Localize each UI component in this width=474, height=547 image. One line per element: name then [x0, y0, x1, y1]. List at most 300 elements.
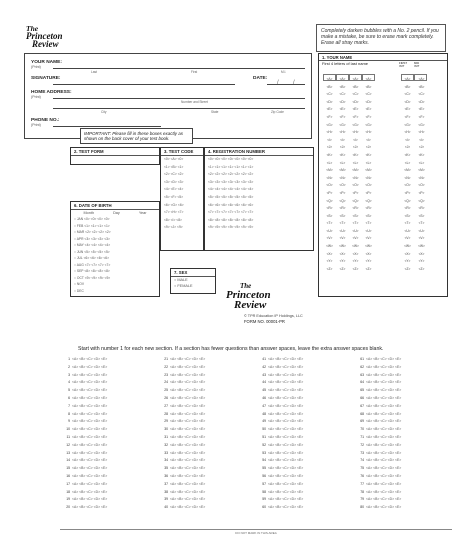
letter-bubble[interactable]: <D>	[365, 99, 372, 104]
letter-bubble[interactable]: <I>	[405, 137, 410, 142]
letter-bubble[interactable]: <N>	[352, 175, 359, 180]
answer-choices[interactable]: <A> <B> <C> <D> <E>	[170, 357, 206, 361]
letter-bubble[interactable]: <Q>	[352, 198, 359, 203]
letter-bubble[interactable]: <J>	[339, 145, 346, 150]
letter-bubble[interactable]: <K>	[326, 152, 333, 157]
answer-row[interactable]	[60, 387, 152, 395]
letter-bubble[interactable]: <A>	[365, 77, 372, 81]
answer-grid[interactable]	[60, 356, 452, 514]
letter-bubble[interactable]: <X>	[418, 251, 425, 256]
answer-choices[interactable]: <A> <B> <C> <D> <E>	[366, 442, 402, 447]
letter-bubble[interactable]: <Y>	[352, 259, 359, 264]
answer-row[interactable]	[60, 418, 152, 426]
letter-bubble[interactable]: <N>	[339, 175, 346, 180]
letter-bubble[interactable]: <P>	[352, 190, 359, 195]
answer-row[interactable]	[354, 356, 446, 364]
letter-bubble[interactable]: <Q>	[418, 198, 425, 203]
letter-bubble[interactable]: <M>	[339, 168, 346, 173]
letter-bubble[interactable]: <B>	[365, 84, 372, 89]
answer-choices[interactable]: <A> <B> <C> <D> <E>	[72, 434, 108, 439]
letter-bubble[interactable]: <M>	[365, 168, 372, 173]
letter-bubble[interactable]: <Q>	[339, 198, 346, 203]
answer-row[interactable]	[158, 450, 250, 458]
letter-bubble[interactable]: <Q>	[365, 198, 372, 203]
registration-bubbles[interactable]	[205, 156, 313, 232]
letter-bubble[interactable]: <I>	[327, 137, 332, 142]
answer-choices[interactable]: <A> <B> <C> <D> <E>	[72, 380, 108, 385]
answer-row[interactable]	[256, 504, 348, 512]
answer-column[interactable]	[60, 356, 152, 512]
letter-bubble[interactable]: <X>	[404, 251, 411, 256]
answer-row[interactable]	[158, 489, 250, 497]
answer-choices[interactable]: <A> <B> <C> <D> <E>	[170, 458, 206, 463]
answer-row[interactable]	[158, 379, 250, 387]
letter-bubble[interactable]: <L>	[352, 160, 359, 165]
answer-choices[interactable]: <A> <B> <C> <D> <E>	[170, 403, 206, 408]
answer-choices[interactable]: <A> <B> <C> <D> <E>	[72, 403, 108, 408]
letter-bubble[interactable]: <O>	[404, 183, 411, 188]
answer-choices[interactable]: <A> <B> <C> <D> <E>	[268, 466, 304, 471]
answer-row[interactable]	[354, 496, 446, 504]
answer-choices[interactable]: <A> <B> <C> <D> <E>	[170, 411, 206, 416]
letter-bubble[interactable]: <S>	[365, 213, 372, 218]
answer-row[interactable]	[158, 465, 250, 473]
letter-bubble[interactable]: <J>	[365, 145, 372, 150]
answer-choices[interactable]: <A> <B> <C> <D> <E>	[366, 497, 402, 502]
answer-row[interactable]	[60, 426, 152, 434]
letter-bubble[interactable]: <S>	[326, 213, 333, 218]
answer-row[interactable]	[354, 372, 446, 380]
dob-row[interactable]: ○ JAN <0> <0> <0> <0>	[74, 217, 110, 221]
answer-choices[interactable]: <A> <B> <C> <D> <E>	[268, 403, 304, 408]
answer-row[interactable]	[60, 504, 152, 512]
letter-bubble[interactable]: <L>	[326, 160, 333, 165]
answer-column[interactable]	[158, 356, 250, 512]
letter-bubble[interactable]: <O>	[418, 183, 425, 188]
letter-bubble[interactable]: <H>	[339, 130, 346, 135]
letter-bubble[interactable]: <P>	[339, 190, 346, 195]
answer-choices[interactable]: <A> <B> <C> <D> <E>	[72, 395, 108, 400]
letter-bubble[interactable]: <P>	[326, 190, 333, 195]
answer-row[interactable]	[354, 450, 446, 458]
answer-row[interactable]	[256, 403, 348, 411]
answer-row[interactable]	[354, 465, 446, 473]
letter-bubble[interactable]: <Q>	[326, 198, 333, 203]
letter-bubble[interactable]: <X>	[352, 251, 359, 256]
answer-choices[interactable]: <A> <B> <C> <D> <E>	[72, 489, 108, 494]
answer-row[interactable]	[354, 411, 446, 419]
answer-row[interactable]	[256, 473, 348, 481]
letter-bubble[interactable]: <H>	[352, 130, 359, 135]
dob-row[interactable]: ○ OCT <9> <9> <9> <9>	[74, 275, 111, 280]
answer-choices[interactable]: <A> <B> <C> <D> <E>	[72, 427, 108, 432]
answer-choices[interactable]: <A> <B> <C> <D> <E>	[366, 450, 402, 455]
letter-bubble[interactable]: <G>	[339, 122, 346, 127]
registration-row[interactable]: <2> <2> <2> <2> <2> <2> <2>	[208, 172, 254, 177]
answer-row[interactable]	[158, 504, 250, 512]
letter-bubble[interactable]: <Z>	[365, 266, 372, 271]
answer-row[interactable]	[256, 496, 348, 504]
letter-bubble[interactable]: <D>	[404, 99, 411, 104]
letter-bubble[interactable]: <S>	[404, 213, 411, 218]
answer-row[interactable]	[158, 395, 250, 403]
letter-bubble[interactable]: <F>	[339, 114, 346, 119]
answer-choices[interactable]: <A> <B> <C> <D> <E>	[366, 372, 402, 377]
letter-bubble[interactable]: <A>	[352, 77, 359, 81]
answer-choices[interactable]: <A> <B> <C> <D> <E>	[366, 380, 402, 385]
answer-row[interactable]	[158, 372, 250, 380]
test-code-row[interactable]: <9> <J> <9>	[164, 225, 183, 230]
letter-bubble[interactable]: <W>	[404, 244, 411, 249]
letter-bubble[interactable]: <C>	[418, 92, 425, 97]
answer-row[interactable]	[60, 379, 152, 387]
letter-bubble[interactable]: <B>	[352, 84, 359, 89]
answer-row[interactable]	[60, 364, 152, 372]
answer-row[interactable]	[354, 426, 446, 434]
answer-choices[interactable]: <A> <B> <C> <D> <E>	[366, 427, 402, 432]
answer-row[interactable]	[60, 496, 152, 504]
signature-field[interactable]	[31, 76, 305, 88]
letter-bubble[interactable]: <U>	[404, 228, 411, 233]
letter-bubble[interactable]: <K>	[339, 152, 346, 157]
registration-row[interactable]: <0> <0> <0> <0> <0> <0> <0>	[208, 157, 254, 161]
letter-bubble[interactable]: <A>	[418, 77, 425, 81]
answer-choices[interactable]: <A> <B> <C> <D> <E>	[72, 450, 108, 455]
letter-bubble[interactable]: <I>	[419, 137, 424, 142]
test-code-row[interactable]: <3> <D> <3>	[164, 179, 184, 184]
answer-choices[interactable]: <A> <B> <C> <D> <E>	[170, 372, 206, 377]
answer-row[interactable]	[354, 387, 446, 395]
letter-bubble[interactable]: <K>	[365, 152, 372, 157]
letter-bubble[interactable]: <L>	[404, 160, 411, 165]
letter-bubble[interactable]: <X>	[326, 251, 333, 256]
name-letter-column[interactable]	[323, 76, 336, 273]
answer-choices[interactable]: <A> <B> <C> <D> <E>	[366, 419, 402, 424]
answer-row[interactable]	[256, 356, 348, 364]
letter-bubble[interactable]: <C>	[339, 92, 346, 97]
letter-bubble[interactable]: <G>	[352, 122, 359, 127]
letter-bubble[interactable]: <Y>	[326, 259, 333, 264]
letter-bubble[interactable]: <U>	[339, 228, 346, 233]
letter-bubble[interactable]: <P>	[418, 190, 425, 195]
letter-bubble[interactable]: <H>	[365, 130, 372, 135]
letter-bubble[interactable]: <B>	[326, 84, 333, 89]
answer-row[interactable]	[60, 356, 152, 364]
answer-row[interactable]	[256, 450, 348, 458]
answer-row[interactable]	[60, 372, 152, 380]
letter-bubble[interactable]: <O>	[352, 183, 359, 188]
answer-row[interactable]	[354, 481, 446, 489]
answer-choices[interactable]: <A> <B> <C> <D> <E>	[268, 388, 304, 393]
answer-choices[interactable]: <A> <B> <C> <D> <E>	[72, 505, 108, 510]
dob-row[interactable]: ○ APR <3> <3> <3> <3>	[74, 236, 110, 241]
dob-row[interactable]: ○ SEP <8> <8> <8> <8>	[74, 269, 110, 273]
letter-bubble[interactable]: <A>	[326, 77, 333, 81]
letter-bubble[interactable]: <I>	[366, 137, 371, 142]
answer-row[interactable]	[354, 504, 446, 512]
letter-bubble[interactable]: <Y>	[404, 259, 411, 264]
name-letter-column[interactable]	[401, 76, 414, 273]
answer-row[interactable]	[256, 481, 348, 489]
answer-choices[interactable]: <A> <B> <C> <D> <E>	[268, 411, 304, 416]
name-field[interactable]	[31, 60, 305, 72]
answer-row[interactable]	[354, 403, 446, 411]
letter-bubble[interactable]: <W>	[365, 244, 372, 249]
letter-bubble[interactable]: <E>	[365, 107, 372, 112]
letter-bubble[interactable]: <V>	[352, 236, 359, 241]
letter-bubble[interactable]: <C>	[352, 92, 359, 97]
letter-bubble[interactable]: <V>	[339, 236, 346, 241]
answer-row[interactable]	[256, 418, 348, 426]
answer-row[interactable]	[256, 457, 348, 465]
name-letter-column[interactable]	[362, 76, 375, 273]
test-code-row[interactable]: <2> <C> <2>	[164, 172, 184, 177]
letter-bubble[interactable]: <E>	[339, 107, 346, 112]
answer-choices[interactable]: <A> <B> <C> <D> <E>	[268, 380, 304, 385]
letter-bubble[interactable]: <F>	[326, 114, 333, 119]
letter-bubble[interactable]: <B>	[404, 84, 411, 89]
answer-row[interactable]	[354, 395, 446, 403]
letter-bubble[interactable]: <G>	[418, 122, 425, 127]
answer-choices[interactable]: <A> <B> <C> <D> <E>	[170, 364, 206, 369]
letter-bubble[interactable]: <V>	[418, 236, 425, 241]
answer-choices[interactable]: <A> <B> <C> <D> <E>	[170, 481, 206, 486]
answer-row[interactable]	[158, 387, 250, 395]
letter-bubble[interactable]: <M>	[352, 168, 359, 173]
letter-bubble[interactable]: <R>	[404, 206, 411, 211]
answer-choices[interactable]: <A> <B> <C> <D> <E>	[72, 481, 108, 486]
answer-row[interactable]	[354, 442, 446, 450]
answer-row[interactable]	[60, 450, 152, 458]
answer-row[interactable]	[256, 489, 348, 497]
dob-row[interactable]: ○ MAY <4> <4> <4> <4>	[74, 243, 111, 247]
letter-bubble[interactable]: <K>	[418, 152, 425, 157]
letter-bubble[interactable]: <N>	[418, 175, 425, 180]
answer-row[interactable]	[158, 364, 250, 372]
letter-bubble[interactable]: <O>	[339, 183, 346, 188]
test-code-bubbles[interactable]	[161, 156, 203, 232]
letter-bubble[interactable]: <S>	[352, 213, 359, 218]
letter-bubble[interactable]: <U>	[365, 228, 372, 233]
answer-row[interactable]	[60, 473, 152, 481]
answer-choices[interactable]: <A> <B> <C> <D> <E>	[366, 395, 402, 400]
answer-choices[interactable]: <A> <B> <C> <D> <E>	[170, 427, 206, 432]
answer-choices[interactable]: <A> <B> <C> <D> <E>	[268, 372, 304, 377]
letter-bubble[interactable]: <T>	[326, 221, 333, 226]
answer-row[interactable]	[158, 473, 250, 481]
answer-choices[interactable]: <A> <B> <C> <D> <E>	[366, 466, 402, 471]
test-code-row[interactable]: <8> <I> <8>	[164, 217, 182, 222]
answer-row[interactable]	[256, 434, 348, 442]
letter-bubble[interactable]: <V>	[326, 236, 333, 241]
letter-bubble[interactable]: <E>	[326, 107, 333, 112]
dob-bubbles[interactable]	[71, 216, 159, 294]
letter-bubble[interactable]: <Z>	[326, 266, 333, 271]
answer-choices[interactable]: <A> <B> <C> <D> <E>	[366, 505, 402, 510]
answer-choices[interactable]: <A> <B> <C> <D> <E>	[170, 489, 206, 494]
letter-bubble[interactable]: <I>	[340, 137, 345, 142]
answer-row[interactable]	[158, 356, 250, 364]
answer-choices[interactable]: <A> <B> <C> <D> <E>	[72, 364, 108, 369]
letter-bubble[interactable]: <J>	[404, 145, 411, 150]
answer-row[interactable]	[354, 489, 446, 497]
answer-row[interactable]	[158, 442, 250, 450]
letter-bubble[interactable]: <F>	[418, 114, 425, 119]
letter-bubble[interactable]: <E>	[352, 107, 359, 112]
answer-row[interactable]	[158, 403, 250, 411]
letter-bubble[interactable]: <F>	[404, 114, 411, 119]
answer-choices[interactable]: <A> <B> <C> <D> <E>	[170, 473, 206, 478]
answer-row[interactable]	[158, 481, 250, 489]
letter-bubble[interactable]: <C>	[404, 92, 411, 97]
letter-bubble[interactable]: <M>	[326, 168, 333, 173]
answer-choices[interactable]: <A> <B> <C> <D> <E>	[366, 473, 402, 478]
answer-choices[interactable]: <A> <B> <C> <D> <E>	[268, 473, 304, 478]
answer-choices[interactable]: <A> <B> <C> <D> <E>	[268, 489, 304, 494]
answer-choices[interactable]: <A> <B> <C> <D> <E>	[268, 481, 304, 486]
letter-bubble[interactable]: <R>	[418, 206, 425, 211]
answer-choices[interactable]: <A> <B> <C> <D> <E>	[170, 434, 206, 439]
letter-bubble[interactable]: <C>	[326, 92, 333, 97]
answer-choices[interactable]: <A> <B> <C> <D> <E>	[170, 395, 206, 400]
letter-bubble[interactable]: <Z>	[352, 266, 359, 271]
answer-choices[interactable]: <A> <B> <C> <D> <E>	[366, 434, 402, 439]
answer-choices[interactable]: <A> <B> <C> <D> <E>	[72, 497, 108, 502]
answer-column[interactable]	[256, 356, 348, 512]
letter-bubble[interactable]: <O>	[326, 183, 333, 188]
dob-row[interactable]: ○ NOV	[74, 282, 85, 286]
answer-row[interactable]	[60, 442, 152, 450]
test-code-row[interactable]: <5> <F> <5>	[164, 194, 184, 199]
letter-bubble[interactable]: <S>	[339, 213, 346, 218]
answer-choices[interactable]: <A> <B> <C> <D> <E>	[366, 458, 402, 463]
answer-row[interactable]	[256, 426, 348, 434]
answer-choices[interactable]: <A> <B> <C> <D> <E>	[268, 450, 304, 455]
name-letter-column[interactable]	[349, 76, 362, 273]
letter-bubble[interactable]: <G>	[326, 122, 333, 127]
letter-bubble[interactable]: <G>	[365, 122, 372, 127]
letter-bubble[interactable]: <A>	[339, 77, 346, 81]
answer-choices[interactable]: <A> <B> <C> <D> <E>	[170, 419, 206, 424]
answer-row[interactable]	[158, 411, 250, 419]
answer-row[interactable]	[60, 403, 152, 411]
letter-bubble[interactable]: <D>	[352, 99, 359, 104]
letter-bubble[interactable]: <E>	[404, 107, 411, 112]
dob-row[interactable]: ○ FEB <1> <1> <1> <1>	[74, 223, 110, 228]
letter-bubble[interactable]: <K>	[352, 152, 359, 157]
answer-choices[interactable]: <A> <B> <C> <D> <E>	[268, 427, 304, 432]
answer-choices[interactable]: <A> <B> <C> <D> <E>	[170, 497, 206, 502]
letter-bubble[interactable]: <D>	[339, 99, 346, 104]
letter-bubble[interactable]: <H>	[326, 130, 333, 135]
dob-row[interactable]: ○ MAR <2> <2> <2> <2>	[74, 230, 111, 234]
answer-row[interactable]	[354, 379, 446, 387]
letter-bubble[interactable]: <A>	[404, 77, 411, 81]
test-code-row[interactable]: <1> <B> <1>	[164, 164, 184, 169]
letter-bubble[interactable]: <P>	[404, 190, 411, 195]
letter-bubble[interactable]: <M>	[404, 168, 411, 173]
letter-bubble[interactable]: <I>	[353, 137, 358, 142]
test-code-row[interactable]: <7> <H> <7>	[164, 210, 184, 215]
letter-bubble[interactable]: <C>	[365, 92, 372, 97]
answer-row[interactable]	[354, 473, 446, 481]
answer-choices[interactable]: <A> <B> <C> <D> <E>	[72, 372, 108, 377]
answer-choices[interactable]: <A> <B> <C> <D> <E>	[268, 419, 304, 424]
answer-choices[interactable]: <A> <B> <C> <D> <E>	[268, 395, 304, 400]
letter-bubble[interactable]: <U>	[326, 228, 333, 233]
letter-bubble[interactable]: <X>	[365, 251, 372, 256]
letter-bubble[interactable]: <N>	[365, 175, 372, 180]
letter-bubble[interactable]: <Y>	[365, 259, 372, 264]
letter-bubble[interactable]: <F>	[352, 114, 359, 119]
letter-bubble[interactable]: <L>	[339, 160, 346, 165]
sex-option-female[interactable]: ○ FEMALE	[174, 284, 193, 288]
answer-choices[interactable]: <A> <B> <C> <D> <E>	[170, 466, 206, 471]
letter-bubble[interactable]: <W>	[326, 244, 333, 249]
letter-bubble[interactable]: <D>	[326, 99, 333, 104]
answer-row[interactable]	[256, 387, 348, 395]
letter-bubble[interactable]: <V>	[365, 236, 372, 241]
answer-choices[interactable]: <A> <B> <C> <D> <E>	[268, 497, 304, 502]
answer-row[interactable]	[60, 489, 152, 497]
dob-row[interactable]: ○ DEC	[74, 288, 84, 293]
answer-column[interactable]	[354, 356, 446, 512]
answer-choices[interactable]: <A> <B> <C> <D> <E>	[268, 357, 304, 361]
answer-choices[interactable]: <A> <B> <C> <D> <E>	[72, 357, 108, 361]
letter-bubble[interactable]: <B>	[418, 84, 425, 89]
letter-bubble[interactable]: <Z>	[418, 266, 425, 271]
letter-bubble[interactable]: <J>	[352, 145, 359, 150]
letter-bubble[interactable]: <W>	[339, 244, 346, 249]
answer-row[interactable]	[256, 442, 348, 450]
letter-bubble[interactable]: <Q>	[404, 198, 411, 203]
answer-row[interactable]	[256, 364, 348, 372]
answer-row[interactable]	[60, 411, 152, 419]
answer-row[interactable]	[158, 496, 250, 504]
registration-row[interactable]: <9> <9> <9> <9> <9> <9> <9>	[208, 225, 254, 230]
letter-bubble[interactable]: <H>	[418, 130, 425, 135]
registration-row[interactable]: <1> <1> <1> <1> <1> <1> <1>	[208, 164, 254, 169]
answer-choices[interactable]: <A> <B> <C> <D> <E>	[170, 388, 206, 393]
letter-bubble[interactable]: <B>	[339, 84, 346, 89]
letter-bubble[interactable]: <M>	[418, 168, 425, 173]
letter-bubble[interactable]: <S>	[418, 213, 425, 218]
letter-bubble[interactable]: <X>	[339, 251, 346, 256]
letter-bubble[interactable]: <T>	[418, 221, 425, 226]
letter-bubble[interactable]: <Z>	[339, 266, 346, 271]
letter-bubble[interactable]: <J>	[326, 145, 333, 150]
registration-row[interactable]: <7> <7> <7> <7> <7> <7> <7>	[208, 210, 254, 215]
letter-bubble[interactable]: <W>	[352, 244, 359, 249]
letter-bubble[interactable]: <W>	[418, 244, 425, 249]
answer-choices[interactable]: <A> <B> <C> <D> <E>	[366, 481, 402, 486]
answer-choices[interactable]: <A> <B> <C> <D> <E>	[170, 450, 206, 455]
letter-bubble[interactable]: <J>	[418, 145, 425, 150]
name-letter-column[interactable]	[336, 76, 349, 273]
name-entry-boxes[interactable]	[323, 68, 427, 75]
letter-bubble[interactable]: <T>	[339, 221, 346, 226]
answer-choices[interactable]: <A> <B> <C> <D> <E>	[72, 458, 108, 463]
answer-row[interactable]	[158, 418, 250, 426]
letter-bubble[interactable]: <P>	[365, 190, 372, 195]
letter-bubble[interactable]: <N>	[326, 175, 333, 180]
answer-choices[interactable]: <A> <B> <C> <D> <E>	[72, 388, 108, 393]
letter-bubble[interactable]: <L>	[418, 160, 425, 165]
registration-row[interactable]: <4> <4> <4> <4> <4> <4> <4>	[208, 187, 254, 192]
sex-option-male[interactable]: ○ MALE	[174, 278, 188, 282]
answer-choices[interactable]: <A> <B> <C> <D> <E>	[72, 466, 108, 471]
letter-bubble[interactable]: <U>	[418, 228, 425, 233]
